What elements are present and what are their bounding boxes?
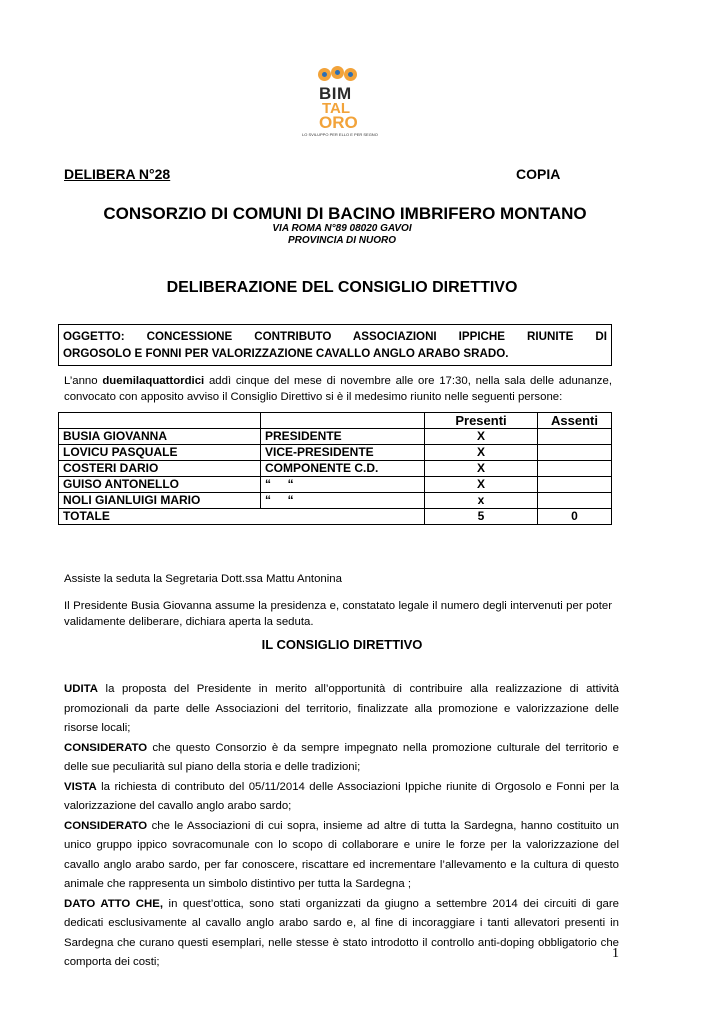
assiste-text: Assiste la seduta la Segretaria Dott.ssa Mattu Antonina xyxy=(64,573,342,585)
ente-address: VIA ROMA N°89 08020 GAVOI xyxy=(272,223,412,234)
member-assente xyxy=(538,477,612,493)
paragraph-udita: UDITA la proposta del Presidente in merito all’opportunità di contribuire alla realizzazione di attività promozionali da parte delle Associazioni del territorio, finalizzate alla promozione e valorizzazione delle risorse locali; xyxy=(64,683,619,734)
member-role: PRESIDENTE xyxy=(261,429,425,445)
copia-label: COPIA xyxy=(516,166,561,182)
ente-title: CONSORZIO DI COMUNI DI BACINO IMBRIFERO MONTANO xyxy=(103,204,587,223)
table-row xyxy=(59,445,612,461)
member-presente: X xyxy=(425,445,538,461)
member-role: COMPONENTE C.D. xyxy=(261,461,425,477)
member-name: LOVICU PASQUALE xyxy=(59,445,261,461)
bim-taloro-logo xyxy=(300,62,400,142)
member-role: “ “ xyxy=(261,493,425,509)
header-assenti: Assenti xyxy=(538,413,612,429)
table-row xyxy=(59,461,612,477)
intro-rest: addì cinque del mese di novembre alle ore 17:30, nella sala delle adunanze, convocato con apposito avviso il Consiglio Direttivo si è il medesimo riunito nelle seguenti persone: xyxy=(64,375,613,403)
member-assente xyxy=(538,493,612,509)
deliberazione-title: DELIBERAZIONE DEL CONSIGLIO DIRETTIVO xyxy=(166,279,518,296)
total-label: TOTALE xyxy=(59,509,425,525)
member-role: “ “ xyxy=(261,477,425,493)
logo-tagline: LO SVILUPPO PER ELLO E PER SEGNO xyxy=(302,132,378,137)
paragraph-considerato-2: CONSIDERATO che le Associazioni di cui sopra, insieme ad altre di tutta la Sardegna, hanno costituito un unico gruppo ippico sovracomunale con lo scopo di collaborare e unire le forze per la valorizzazione del cavallo anglo arabo sardo, per far conoscere, riscattare ed incrementare l’allevamento e la cultura di questo animale che rappresenta un simbolo distintivo per tutta la Sardegna ; xyxy=(64,819,619,890)
member-presente: X xyxy=(425,429,538,445)
logo-text-oro: ORO xyxy=(319,113,358,132)
paragraph-dato-atto: DATO ATTO CHE, in quest’ottica, sono stati organizzati da giugno a settembre 2014 dei circuiti di gare dedicati esclusivamente al cavallo anglo arabo sardo e, al fine di incoraggiare i tanti allevatori presenti in Sardegna che curano questi esemplari, nelle stesse è stato introdotto il controllo anti-doping obbligatorio che comporta dei costi; xyxy=(64,897,619,968)
table-row xyxy=(59,493,612,509)
total-presenti: 5 xyxy=(425,509,538,525)
ente-province: PROVINCIA DI NUORO xyxy=(288,235,396,246)
attendance-table xyxy=(58,412,612,525)
member-assente xyxy=(538,445,612,461)
logo-circle-icon xyxy=(318,68,331,81)
member-name: COSTERI DARIO xyxy=(59,461,261,477)
table-header-row xyxy=(59,413,612,429)
intro-paragraph xyxy=(64,373,612,405)
member-name: NOLI GIANLUIGI MARIO xyxy=(59,493,261,509)
oggetto-box xyxy=(58,324,612,366)
consiglio-heading: IL CONSIGLIO DIRETTIVO xyxy=(261,637,423,652)
presidente-paragraph: Il Presidente Busia Giovanna assume la presidenza e, constatato legale il numero degli intervenuti per poter validamente deliberare, dichiara aperta la seduta. xyxy=(64,600,612,628)
logo-text-tal: TAL xyxy=(322,100,351,117)
oggetto-line-1: OGGETTO: CONCESSIONE CONTRIBUTO ASSOCIAZIONI IPPICHE RIUNITE DI xyxy=(63,330,607,343)
member-presente: X xyxy=(425,461,538,477)
member-assente xyxy=(538,461,612,477)
delibera-number: DELIBERA N°28 xyxy=(64,166,171,182)
member-role: VICE-PRESIDENTE xyxy=(261,445,425,461)
member-name: GUISO ANTONELLO xyxy=(59,477,261,493)
member-presente: x xyxy=(425,493,538,509)
table-row xyxy=(59,429,612,445)
logo-circle-icon xyxy=(331,66,344,79)
header-presenti: Presenti xyxy=(425,413,538,429)
intro-year: duemilaquattordici xyxy=(102,375,205,387)
table-row xyxy=(59,477,612,493)
table-total-row xyxy=(59,509,612,525)
intro-prefix: L’anno xyxy=(64,375,103,387)
member-name: BUSIA GIOVANNA xyxy=(59,429,261,445)
logo-circle-icon xyxy=(344,68,357,81)
member-presente: X xyxy=(425,477,538,493)
total-assenti: 0 xyxy=(538,509,612,525)
paragraph-considerato-1: CONSIDERATO che questo Consorzio è da sempre impegnato nella promozione culturale del territorio e delle sue peculiarità sul piano della storia e delle tradizioni; xyxy=(64,741,619,773)
member-assente xyxy=(538,429,612,445)
body-paragraphs xyxy=(64,680,619,973)
page-number: 1 xyxy=(612,946,619,961)
paragraph-vista: VISTA la richiesta di contributo del 05/11/2014 delle Associazioni Ippiche riunite di Orgosolo e Fonni per la valorizzazione del cavallo anglo arabo sardo; xyxy=(64,780,619,812)
oggetto-line-2: ORGOSOLO E FONNI PER VALORIZZAZIONE CAVALLO ANGLO ARABO SRADO. xyxy=(63,347,509,360)
logo-text-bim: BIM xyxy=(319,84,352,103)
